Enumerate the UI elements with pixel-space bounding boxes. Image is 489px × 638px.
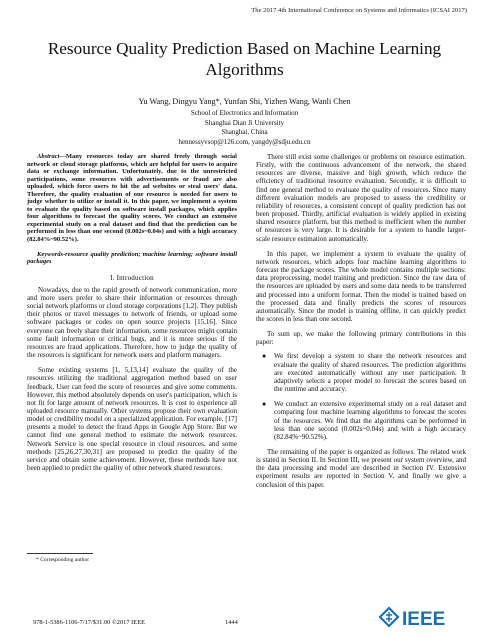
footnote: * Corresponding author: [36, 557, 90, 563]
affiliation-emails: hennessyvsop@126.com, yangdy@sdju.edu.cn: [178, 137, 311, 146]
author-list: Yu Wang, Dingyu Yang*, Yunfan Shi, Yizhen Wang, Wanli Chen: [138, 97, 351, 106]
ieee-logo-text: IEEE: [402, 609, 446, 630]
intro-paragraph-1: Nowadays, due to the rapid growth of network communication, more and more users prefer to share their information or resources through social network platforms or cloud storage corporations [1,2]. They publish their photos or travel messages to network of friends, or upload some software packages or codes on open source projects [15,16]. Since everyone can freely share their information, some resources might contain some fault information or critical bugs, and it is more serious if the resources are fraud applications. Therefore, how to judge the quality of the resources is significant for network users and platform managers.: [27, 285, 237, 360]
affiliation-city: Shanghai, China: [221, 128, 268, 137]
isbn-copyright: 978-1-5386-1106-7/17/$31.00 ©2017 IEEE: [33, 619, 146, 626]
abstract: [27, 153, 237, 244]
system-paragraph: In this paper, we implement a system to evaluate the quality of network resources, which adopts four machine learning algorithms to forecast the package scores. The whole model contains multiple sections: data preprocessing, model training and prediction. Since the raw data of the resources are uploaded by users and some data needs to be transferred and processed into a uniform format. Then the model is trained based on the processed data and finally predicts the scores of resources automatically. Since the model is training offline, it can quickly predict the scores in less than one second.: [256, 249, 466, 323]
keywords: Keywords-resource quality prediction; machine learning; software install packages: [27, 250, 237, 266]
affiliation-block: [30, 109, 459, 147]
contributions-list: [256, 352, 466, 441]
bullet-icon: ●: [262, 352, 267, 361]
organization-paragraph: The remaining of the paper is organized as follows. The related work is stated in Section II. In Section III, we present our system overview, and the data processing and model are described in Section IV. Extensive experiment results are reported in Section V, and finally we give a conclusion of this paper.: [256, 448, 466, 489]
left-column: [27, 153, 237, 472]
section-heading-introduction: I. Introduction: [110, 273, 154, 282]
abstract-text: —Many resources today are shared freely through social network or cloud storage platforms, which are helpful for users to acquire data or exchange information. Unfortunately, due to the unrestricted participations, some resources with advertisements or fraud are also uploaded, which force users to hit the ad websites or steal users' data. Therefore, the quality evaluation of one resource is needed for users to judge whether to utilize or install it. In this paper, we implement a system to evaluate the quality based on software install packages, which applies four algorithms to forecast the quality scores. We conduct an extensive experimental study on a real dataset and find that the prediction can be performed in less than one second (0.002s~0.04s) and with a high accuracy (82.84%~90.52%).: [27, 153, 237, 244]
list-item: [262, 400, 466, 441]
paper-title: Resource Quality Prediction Based on Machine Learning Algorithms: [47, 39, 442, 79]
list-item: [262, 352, 466, 394]
right-column: [256, 153, 466, 489]
affiliation-university: Shanghai Dian Ji University: [204, 118, 285, 127]
contributions-intro: To sum up, we make the following primary contributions in this paper:: [256, 330, 466, 347]
abstract-label: Abstract: [37, 153, 60, 160]
challenges-paragraph: There still exist some challenges or problems on resource estimation. Firstly, with the continuous advancement of the network, the shared resources are diverse, massive and high growth, which reduce the efficiency of traditional resource evaluation. Secondly, it is difficult to find one general method to evaluate the quality of resources. Since many different evaluation models are proposed to assess the credibility or reliability of resources, a consistent concept of quality prediction has not been proposed. Thirdly, artificial evaluation is widely applied in existing shared resource platform, but this method is inefficient when the number of resources is very large. It is desirable for a system to handle larger-scale resource estimation automatically.: [256, 153, 466, 243]
conference-header: The 2017 4th International Conference on Systems and Informatics (ICSAI 2017): [251, 7, 467, 14]
contribution-text: We conduct an extensive experimental study on a real dataset and comparing four machine learning algorithms to forecast the scores of the resources. We find that the algorithms can be performed in less than one second (0.002s~0.04s) and with a high accuracy (82.84%~90.52%).: [274, 400, 466, 441]
bullet-icon: ●: [262, 400, 267, 409]
page-number: 1444: [225, 619, 238, 626]
intro-paragraph-2: Some existing systems [1, 5,13,14] evaluate the quality of the resources utilizing the traditional aggregation method based on user feedback. User can feed the score of resources and give some comments. However, this method absolutely depends on user's participation, which is not fit for large amount of network resources. It is cost to experience all uploaded resource manually. Other systems propose their own evaluation model or credibility model on a specialized application. For example, [17] presents a model to detect the fraud Apps in Google App Store. But we cannot find one general method to estimate the network resources. Network Service is one special resource in cloud resources, and some methods [25,26,27,30,31] are proposed to predict the quality of the service and obtain some achievement. However, these methods have not been applied to predict the quality of other network shared resources.: [27, 366, 237, 473]
affiliation-school: School of Electronics and Information: [190, 109, 299, 117]
ieee-logo-icon: [378, 606, 458, 630]
footnote-divider: [27, 553, 93, 554]
contribution-text: We first develop a system to share the network resources and evaluate the quality of shared resources. The prediction algorithms are executed automatically without any user participation. It adaptively selects a proper model to forecast the scores based on the runtime and accuracy.: [274, 352, 466, 394]
